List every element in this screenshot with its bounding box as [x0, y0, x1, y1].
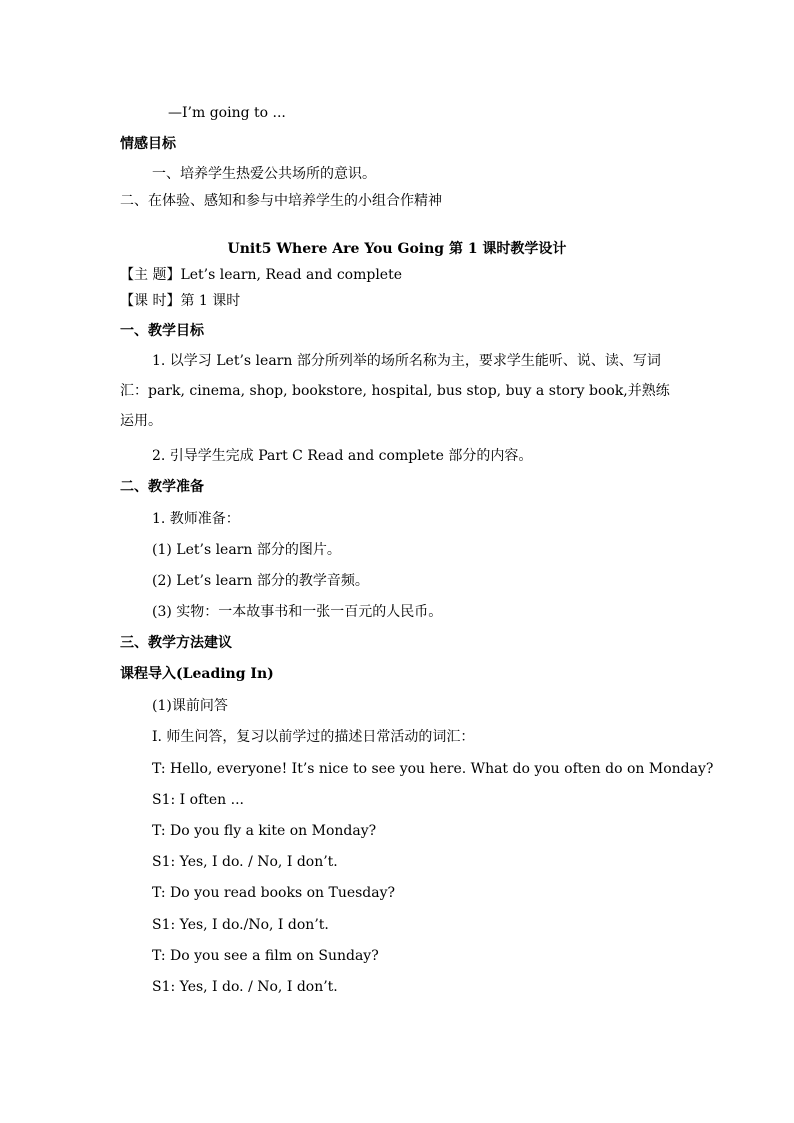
dialogue-line: S1: Yes, I do./No, I don’t. [152, 917, 329, 933]
paragraph: 1. 教师准备： [152, 511, 240, 527]
dialogue-line: S1: Yes, I do. / No, I don’t. [152, 979, 338, 995]
dialogue-line: T: Do you read books on Tuesday? [152, 885, 396, 901]
section-heading: 情感目标 [120, 136, 176, 152]
dialogue-line: S1: I often ... [152, 792, 244, 808]
page-title: Unit5 Where Are You Going 第 1 课时教学设计 [227, 241, 567, 257]
paragraph: 1. 以学习 Let’s learn 部分所列举的场所名称为主，要求学生能听、说、读、写词汇：park, cinema, shop, bookstore, hospital, bus stop, buy a story book,并熟练运用。 [120, 353, 670, 429]
dialogue-line: T: Do you fly a kite on Monday? [152, 823, 377, 839]
paragraph: (3) 实物：一本故事书和一张一百元的人民币。 [152, 604, 443, 620]
section-heading: 一、教学目标 [120, 323, 204, 339]
paragraph: 二、在体验、感知和参与中培养学生的小组合作精神 [120, 193, 442, 209]
dialogue-line: T: Do you see a film on Sunday? [152, 948, 379, 964]
dialogue-line: T: Hello, everyone! It’s nice to see you here. What do you often do on Monday? [152, 761, 714, 777]
topic-line: 【主 题】Let’s learn, Read and complete [120, 267, 403, 283]
period-line: 【课 时】第 1 课时 [120, 293, 241, 309]
section-heading: 课程导入(Leading In) [120, 666, 274, 682]
section-heading: 三、教学方法建议 [120, 635, 232, 651]
paragraph: I. 师生问答，复习以前学过的描述日常活动的词汇： [152, 729, 475, 745]
paragraph: 一、培养学生热爱公共场所的意识。 [152, 166, 376, 182]
dialogue-line: S1: Yes, I do. / No, I don’t. [152, 854, 338, 870]
paragraph: (1) Let’s learn 部分的图片。 [152, 542, 341, 558]
paragraph: (2) Let’s learn 部分的教学音频。 [152, 573, 369, 589]
paragraph: (1)课前问答 [152, 698, 228, 714]
dialogue-line: —I’m going to ... [168, 105, 286, 121]
section-heading: 二、教学准备 [120, 479, 204, 495]
paragraph: 2. 引导学生完成 Part C Read and complete 部分的内容。 [152, 448, 533, 464]
